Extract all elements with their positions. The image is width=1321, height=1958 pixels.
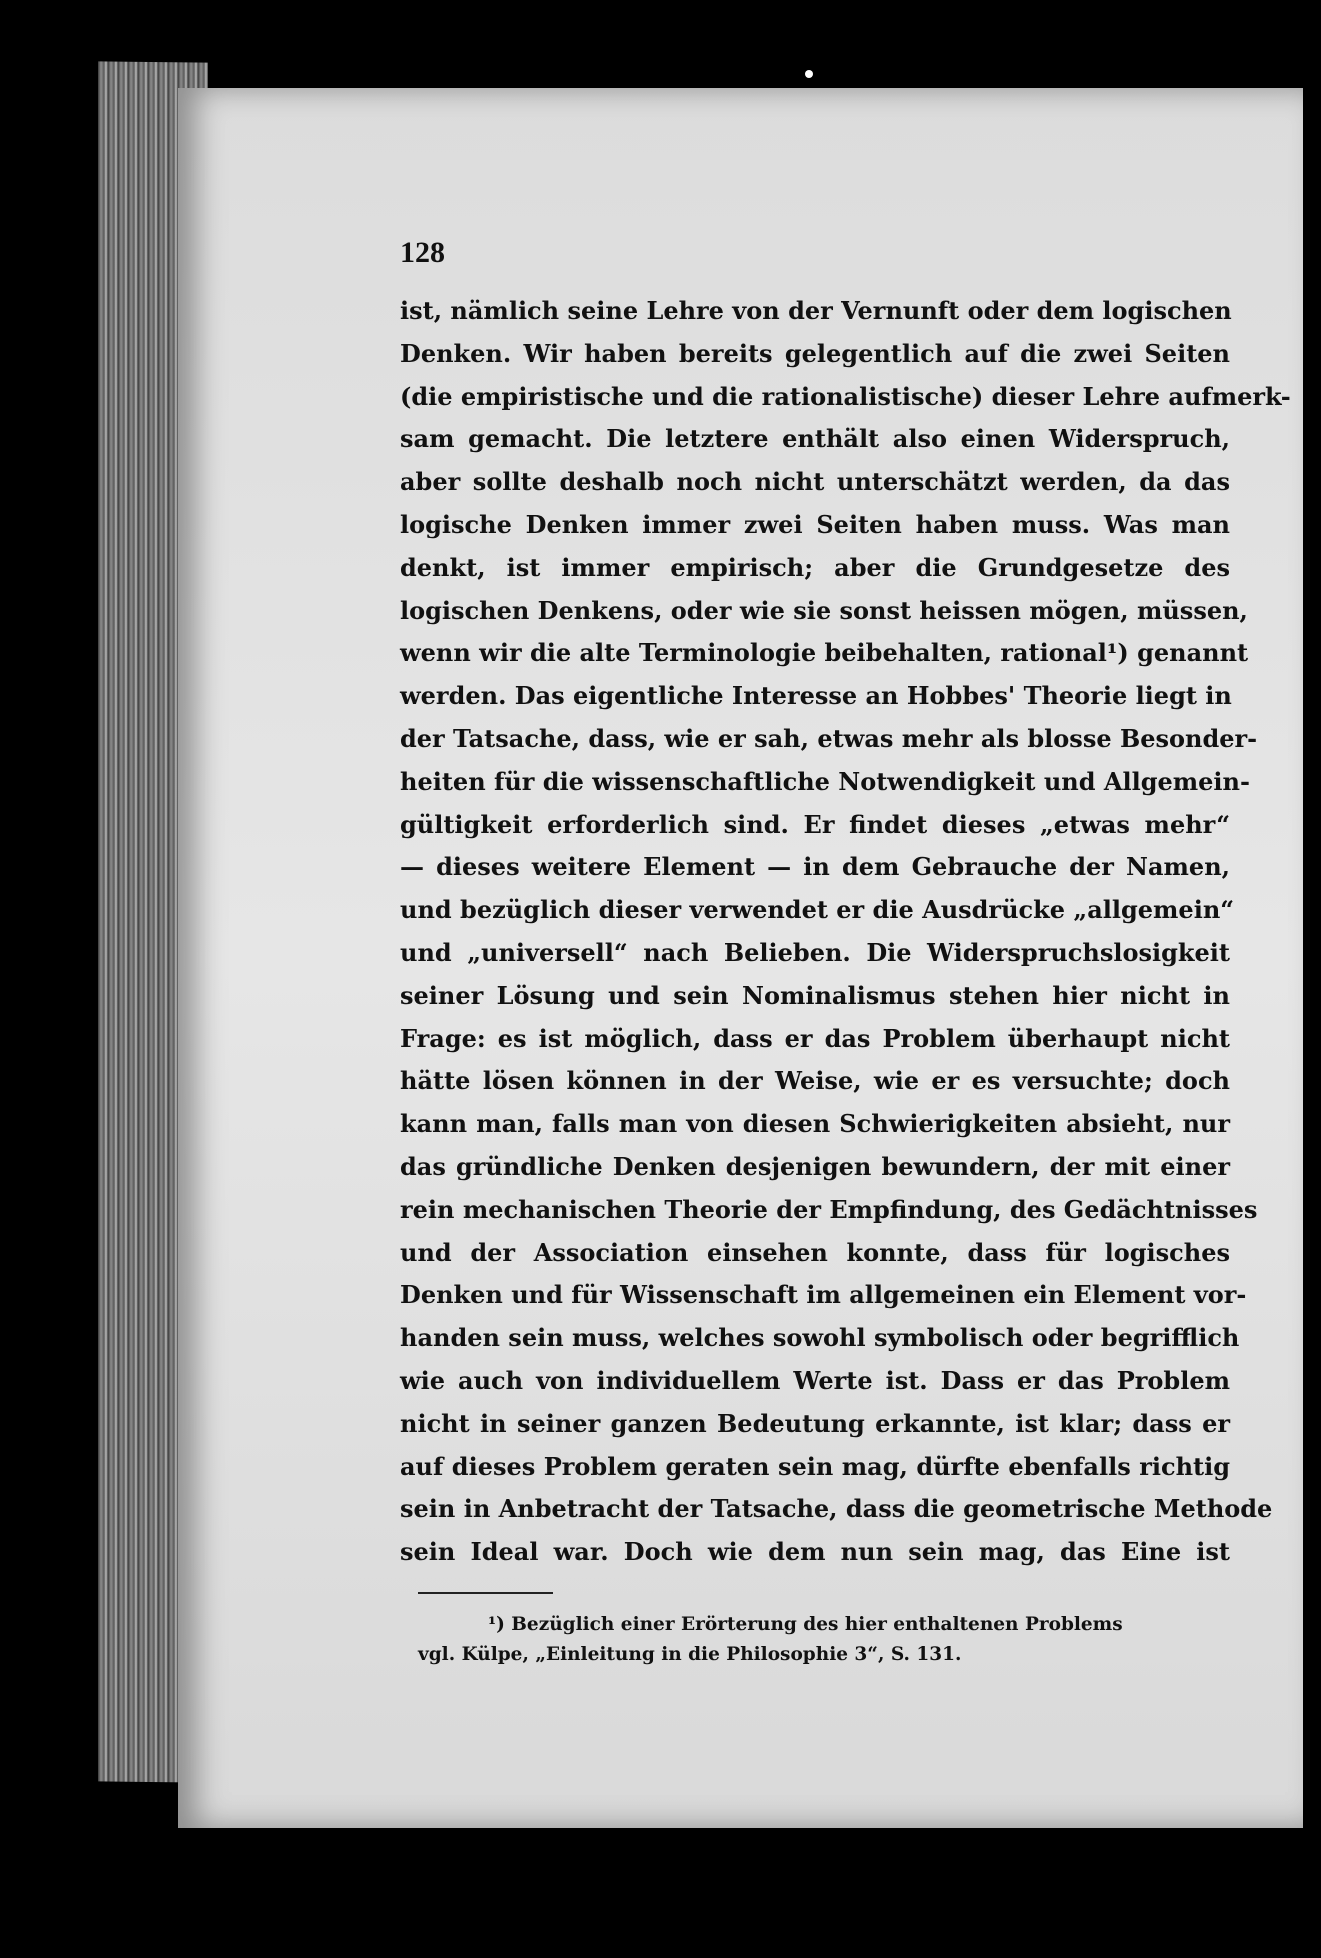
text-line: rein mechanischen Theorie der Empfindung, des Gedächtnisses xyxy=(400,1194,1258,1224)
footnote-line: ¹) Bezüglich einer Erörterung des hier enthaltenen Problems xyxy=(488,1614,1123,1635)
text-line: und der Association einsehen konnte, dass für logisches xyxy=(400,1237,1230,1267)
text-line: und „universell“ nach Belieben. Die Widerspruchslosigkeit xyxy=(400,937,1230,967)
footnote-line: vgl. Külpe, „Einleitung in die Philosophie 3“, S. 131. xyxy=(418,1644,962,1665)
text-line: (die empiristische und die rationalistische) dieser Lehre aufmerk- xyxy=(400,381,1291,411)
text-line: aber sollte deshalb noch nicht unterschätzt werden, da das xyxy=(400,467,1230,497)
text-line: und bezüglich dieser verwendet er die Ausdrücke „allgemein“ xyxy=(400,895,1235,925)
text-line: sam gemacht. Die letztere enthält also einen Widerspruch, xyxy=(400,424,1230,454)
text-line: wie auch von individuellem Werte ist. Dass er das Problem xyxy=(400,1365,1230,1395)
text-line: sein in Anbetracht der Tatsache, dass die geometrische Methode xyxy=(400,1494,1273,1524)
text-line: handen sein muss, welches sowohl symbolisch oder begrifflich xyxy=(400,1323,1240,1353)
body-text xyxy=(400,290,1291,1574)
text-line: heiten für die wissenschaftliche Notwendigkeit und Allgemein- xyxy=(400,766,1250,796)
text-line: der Tatsache, dass, wie er sah, etwas mehr als blosse Besonder- xyxy=(400,723,1258,753)
text-line: hätte lösen können in der Weise, wie er es versuchte; doch xyxy=(400,1066,1230,1096)
text-line: auf dieses Problem geraten sein mag, dürfte ebenfalls richtig xyxy=(400,1451,1230,1481)
text-line: — dieses weitere Element — in dem Gebrauche der Namen, xyxy=(400,852,1230,882)
text-line: kann man, falls man von diesen Schwierigkeiten absieht, nur xyxy=(400,1109,1230,1139)
text-line: wenn wir die alte Terminologie beibehalten, rational¹) genannt xyxy=(400,638,1249,668)
text-line: logische Denken immer zwei Seiten haben muss. Was man xyxy=(400,509,1230,539)
text-line: werden. Das eigentliche Interesse an Hobbes' Theorie liegt in xyxy=(400,681,1232,711)
text-line: seiner Lösung und sein Nominalismus stehen hier nicht in xyxy=(400,980,1230,1010)
text-line: gültigkeit erforderlich sind. Er findet dieses „etwas mehr“ xyxy=(400,809,1230,839)
text-line: Denken. Wir haben bereits gelegentlich auf die zwei Seiten xyxy=(400,338,1230,368)
text-line: denkt, ist immer empirisch; aber die Grundgesetze des xyxy=(400,552,1230,582)
text-line: ist, nämlich seine Lehre von der Vernunft oder dem logischen xyxy=(400,296,1232,325)
text-line: logischen Denkens, oder wie sie sonst heissen mögen, müssen, xyxy=(400,595,1248,625)
footnote-divider xyxy=(418,1592,553,1594)
text-line: das gründliche Denken desjenigen bewundern, der mit einer xyxy=(400,1151,1230,1181)
text-line: nicht in seiner ganzen Bedeutung erkannte, ist klar; dass er xyxy=(400,1408,1230,1438)
text-line: sein Ideal war. Doch wie dem nun sein mag, das Eine ist xyxy=(400,1537,1230,1567)
page-number: 128 xyxy=(400,236,445,269)
footnotes xyxy=(418,1610,1238,1670)
text-line: Frage: es ist möglich, dass er das Problem überhaupt nicht xyxy=(400,1023,1230,1053)
text-line: Denken und für Wissenschaft im allgemeinen ein Element vor- xyxy=(400,1280,1247,1310)
scan-artifact-dot xyxy=(805,70,813,78)
